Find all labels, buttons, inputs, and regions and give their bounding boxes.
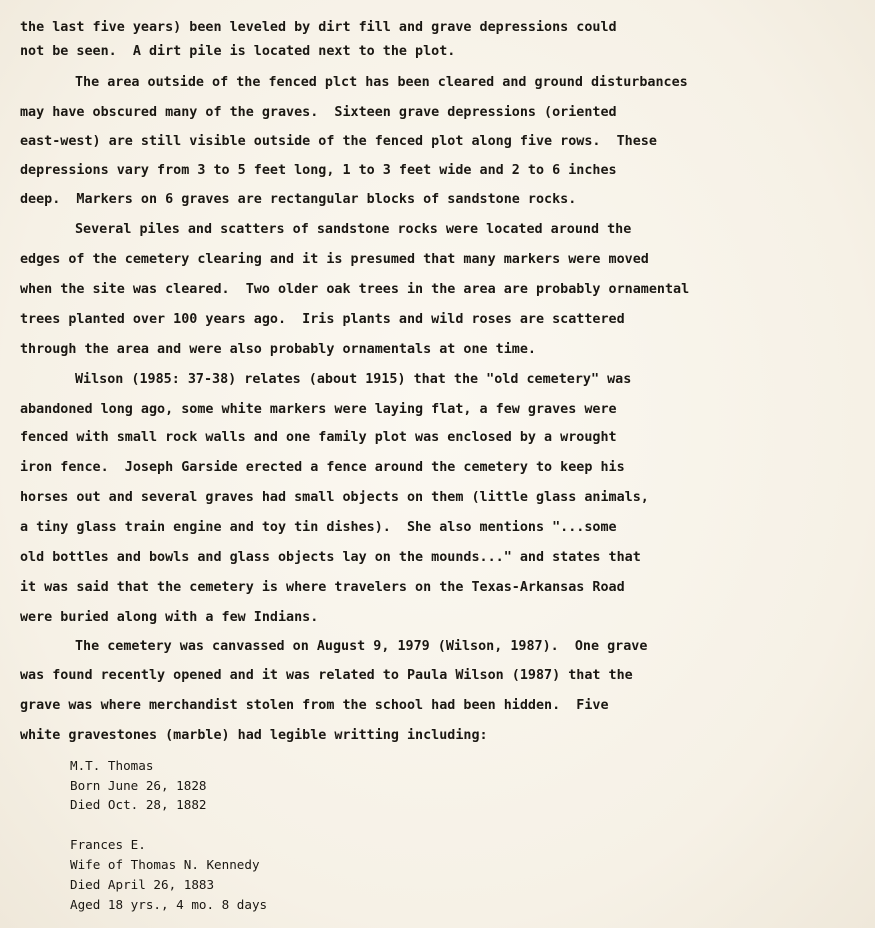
- text-line: The area outside of the fenced plct has been cleared and ground disturbances: [75, 75, 688, 90]
- gravestone-record-line: Died Oct. 28, 1882: [70, 797, 207, 812]
- text-line: the last five years) been leveled by dirt fill and grave depressions could: [20, 20, 617, 35]
- text-line: edges of the cemetery clearing and it is presumed that many markers were moved: [20, 252, 649, 267]
- gravestone-record-line: Died April 26, 1883: [70, 877, 215, 892]
- text-line: old bottles and bowls and glass objects lay on the mounds..." and states that: [20, 550, 641, 565]
- gravestone-record-line: M.T. Thomas: [70, 758, 154, 773]
- text-line: east-west) are still visible outside of the fenced plot along five rows. These: [20, 134, 657, 149]
- text-line: fenced with small rock walls and one family plot was enclosed by a wrought: [20, 430, 617, 445]
- text-line: was found recently opened and it was related to Paula Wilson (1987) that the: [20, 668, 633, 683]
- text-line: Wilson (1985: 37-38) relates (about 1915) that the "old cemetery" was: [75, 372, 632, 387]
- gravestone-record-line: Frances E.: [70, 837, 146, 852]
- text-line: a tiny glass train engine and toy tin dishes). She also mentions "...some: [20, 520, 617, 535]
- text-line: Several piles and scatters of sandstone rocks were located around the: [75, 222, 632, 237]
- text-line: when the site was cleared. Two older oak trees in the area are probably ornamental: [20, 282, 690, 297]
- text-line: grave was where merchandist stolen from the school had been hidden. Five: [20, 698, 609, 713]
- text-line: it was said that the cemetery is where travelers on the Texas-Arkansas Road: [20, 580, 625, 595]
- text-line: trees planted over 100 years ago. Iris plants and wild roses are scattered: [20, 312, 625, 327]
- gravestone-record-line: Born June 26, 1828: [70, 778, 207, 793]
- text-line: not be seen. A dirt pile is located next to the plot.: [20, 44, 456, 59]
- text-line: were buried along with a few Indians.: [20, 610, 319, 625]
- text-line: abandoned long ago, some white markers were laying flat, a few graves were: [20, 402, 617, 417]
- text-line: horses out and several graves had small objects on them (little glass animals,: [20, 490, 649, 505]
- gravestone-record-line: Aged 18 yrs., 4 mo. 8 days: [70, 897, 268, 912]
- gravestone-record-line: Wife of Thomas N. Kennedy: [70, 857, 260, 872]
- text-line: deep. Markers on 6 graves are rectangular blocks of sandstone rocks.: [20, 192, 577, 207]
- text-line: The cemetery was canvassed on August 9, 1979 (Wilson, 1987). One grave: [75, 639, 648, 654]
- text-line: through the area and were also probably ornamentals at one time.: [20, 342, 536, 357]
- text-line: depressions vary from 3 to 5 feet long, 1 to 3 feet wide and 2 to 6 inches: [20, 163, 617, 178]
- text-line: iron fence. Joseph Garside erected a fence around the cemetery to keep his: [20, 460, 625, 475]
- text-line: may have obscured many of the graves. Sixteen grave depressions (oriented: [20, 105, 617, 120]
- text-line: white gravestones (marble) had legible writting including:: [20, 728, 488, 743]
